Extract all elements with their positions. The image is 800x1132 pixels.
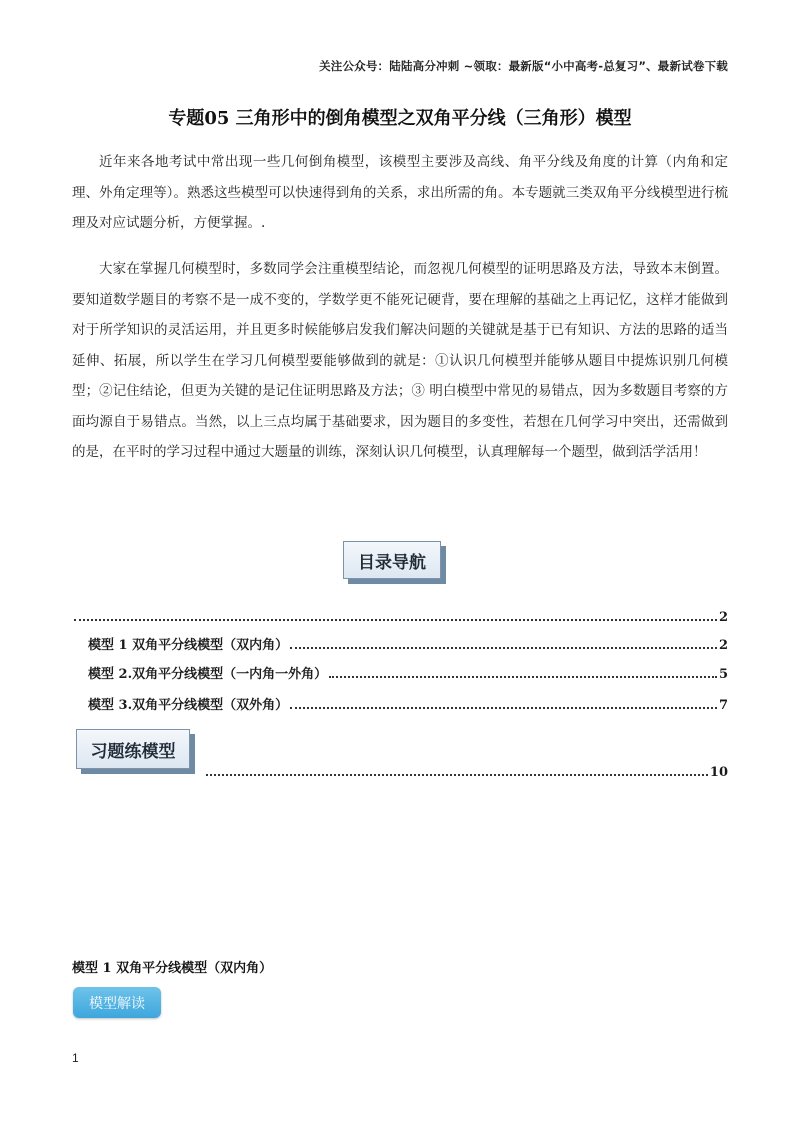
page-number: 1 [72,1051,79,1065]
toc-leader-dots [206,773,708,776]
toc-leader-dots [290,646,717,649]
toc-entry-page: 5 [718,667,728,682]
toc-entry-page: 2 [718,638,728,653]
toc-entry-label: 模型 1 双角平分线模型（双内角） [88,638,289,653]
toc-leader-dots [290,706,717,709]
toc-entry-0[interactable] [72,610,728,625]
practice-badge-label: 习题练模型 [76,729,190,769]
toc-entry-3[interactable] [88,694,728,713]
practice-badge [76,729,196,775]
toc-entry-page: 2 [718,610,728,625]
header-note: 关注公众号：陆陆高分冲刺 ~领取：最新版“小中高考-总复习”、最新试卷下载 [319,59,728,73]
document-title: 专题05 三角形中的倒角模型之双角平分线（三角形）模型 [168,108,632,129]
toc-entry-label: 模型 2.双角平分线模型（一内角一外角） [88,667,328,682]
toc-entry-page: 10 [709,765,728,780]
toc-badge [343,541,447,585]
toc-entry-1[interactable] [88,634,728,653]
toc-entry-page: 7 [718,698,728,713]
toc-entry-practice[interactable] [204,765,728,780]
model-reading-tag: 模型解读 [73,987,161,1018]
toc-leader-dots [74,618,717,621]
section-heading: 模型 1 双角平分线模型（双内角） [72,961,273,976]
intro-paragraph-2: 大家在掌握几何模型时，多数同学会注重模型结论，而忽视几何模型的证明思路及方法，导致本末倒置。要知道数学题目的考察不是一成不变的，学数学更不能死记硬背，要在理解的基础之上再记忆，这样才能做到对于所学知识的灵活运用，并且更多时候能够启发我们解决问题的关键就是基于已有知识、方法的思路的适当延伸、拓展，所以学生在学习几何模型要能够做到的就是：①认识几何模型并能够从题目中提炼识别几何模型；②记住结论，但更为关键的是记住证明思路及方法；③ 明白模型中常见的易错点，因为多数题目考察的方面均源自于易错点。当然，以上三点均属于基础要求，因为题目的多变性，若想在几何学习中突出，还需做到的是，在平时的学习过程中通过大题量的训练，深刻认识几何模型，认真理解每一个题型，做到活学活用！ [72,261,728,460]
intro-paragraph-1: 近年来各地考试中常出现一些几何倒角模型，该模型主要涉及高线、角平分线及角度的计算（内角和定理、外角定理等）。熟悉这些模型可以快速得到角的关系，求出所需的角。本专题就三类双角平分线模型进行梳理及对应试题分析，方便掌握。. [72,154,728,231]
toc-badge-label: 目录导航 [343,541,441,579]
toc-leader-dots [329,675,717,678]
toc-entry-label: 模型 3.双角平分线模型（双外角） [88,698,289,713]
toc-entry-2[interactable] [88,663,728,682]
